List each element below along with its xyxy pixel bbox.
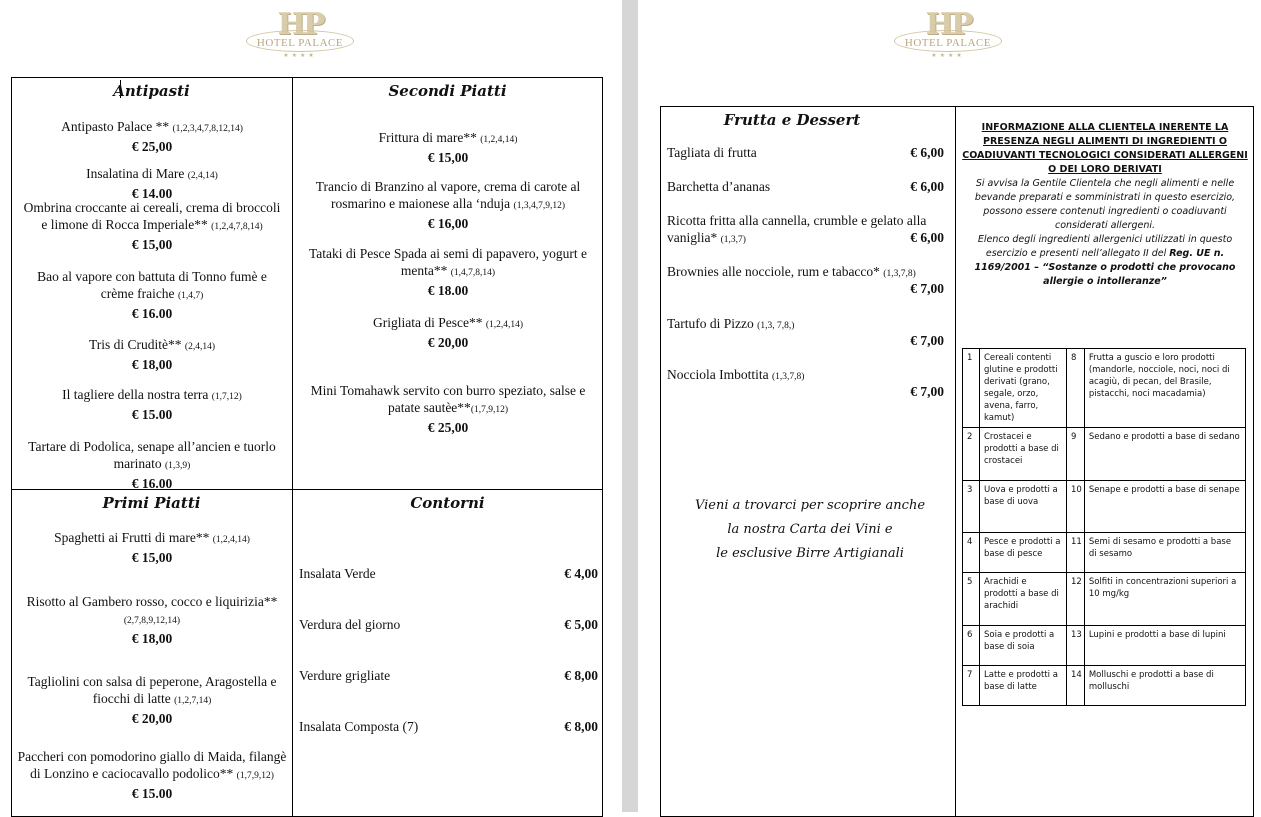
dessert-item bbox=[667, 263, 944, 296]
dish-allergens: (1,3, 7,8,) bbox=[757, 321, 795, 331]
dessert-title: Frutta e Dessert bbox=[723, 111, 861, 129]
dish-allergens: (1,7,12) bbox=[211, 392, 242, 402]
logo-monogram: HP bbox=[277, 7, 323, 42]
allergen-text: Uova e prodotti a base di uova bbox=[980, 481, 1067, 533]
contorni-item bbox=[299, 565, 598, 582]
allergen-number: 2 bbox=[963, 428, 980, 481]
allergen-number: 8 bbox=[1067, 349, 1085, 428]
dish-allergens: (1,3,9) bbox=[165, 461, 191, 471]
dish-name: Tagliata di frutta bbox=[667, 145, 757, 160]
dish-price: € 15,00 bbox=[131, 550, 173, 565]
dish-allergens: (1,3,7,8) bbox=[771, 372, 805, 382]
logo-monogram-2: HP bbox=[925, 7, 971, 42]
allergen-text: Soia e prodotti a base di soia bbox=[980, 626, 1067, 666]
dish-name: Tataki di Pesce Spada ai semi di papavero, yogurt e menta** bbox=[309, 246, 587, 278]
dish-allergens: (1,2,4,14) bbox=[480, 135, 518, 145]
allergen-number: 6 bbox=[963, 626, 980, 666]
contorni-title: Contorni bbox=[410, 494, 485, 512]
antipasti-item bbox=[20, 336, 284, 373]
allergen-text: Pesce e prodotti a base di pesce bbox=[980, 533, 1067, 573]
allergen-text: Solfiti in concentrazioni superiori a 10 mg/kg bbox=[1084, 573, 1245, 626]
dish-name: Insalata Verde bbox=[299, 566, 376, 581]
dish-label bbox=[299, 616, 592, 633]
dish-price: € 15.00 bbox=[131, 407, 173, 422]
allergen-number: 13 bbox=[1067, 626, 1085, 666]
dish-name: Ricotta fritta alla cannella, crumble e gelato alla vaniglia* bbox=[667, 213, 927, 245]
wine-promo bbox=[680, 494, 940, 566]
dish-label bbox=[667, 315, 867, 335]
dish-name: Tagliolini con salsa di peperone, Aragostella e fiocchi di latte bbox=[27, 674, 277, 706]
allergen-text: Semi di sesamo e prodotti a base di sesamo bbox=[1084, 533, 1245, 573]
dish-name: Tartufo di Pizzo bbox=[667, 316, 758, 331]
allergen-number: 7 bbox=[963, 666, 980, 706]
allergen-row bbox=[963, 626, 1246, 666]
allergen-text: Arachidi e prodotti a base di arachidi bbox=[980, 573, 1067, 626]
dish-allergens: (1,4,7,8,14) bbox=[450, 268, 496, 278]
dish-price: € 16.00 bbox=[131, 306, 173, 321]
hotel-logo bbox=[246, 7, 354, 64]
allergen-text: Molluschi e prodotti a base di molluschi bbox=[1084, 666, 1245, 706]
dish-allergens: (1,3,7) bbox=[720, 235, 746, 245]
dish-allergens: (1,3,7,8) bbox=[883, 269, 916, 279]
antipasti-item bbox=[20, 438, 284, 492]
primi-title: Primi Piatti bbox=[102, 494, 201, 512]
primi-item bbox=[16, 673, 288, 727]
dish-label bbox=[667, 263, 944, 283]
allergen-table bbox=[962, 348, 1246, 706]
secondi-item bbox=[298, 178, 598, 232]
dish-price: € 6,00 bbox=[910, 145, 944, 160]
dish-allergens: (1,4,7) bbox=[177, 291, 204, 301]
dish-allergens: (1,7,9,12) bbox=[470, 405, 509, 415]
secondi-title: Secondi Piatti bbox=[388, 82, 507, 100]
dish-name: Brownies alle nocciole, rum e tabacco* bbox=[667, 264, 884, 279]
dish-allergens: (2,4,14) bbox=[184, 342, 215, 352]
info-regulation: Reg. UE n. 1169/2001 – “Sostanze o prodotti che provocano allergie o intolleranze” bbox=[974, 248, 1236, 287]
primi-item bbox=[16, 529, 288, 566]
dish-name: Bao al vapore con battuta di Tonno fumè e crème fraiche bbox=[37, 269, 267, 301]
allergen-text: Crostacei e prodotti a base di crostacei bbox=[980, 428, 1067, 481]
allergen-row bbox=[963, 533, 1246, 573]
dish-allergens: (1,2,4,14) bbox=[212, 535, 250, 545]
dish-price: € 25,00 bbox=[131, 139, 173, 154]
dish-price: € 18,00 bbox=[131, 357, 173, 372]
allergen-row bbox=[963, 573, 1246, 626]
dish-price: € 7,00 bbox=[910, 281, 944, 296]
dish-name: Tris di Cruditè** bbox=[89, 337, 185, 352]
dish-name: Paccheri con pomodorino giallo di Maida, filangè di Lonzino e caciocavallo podolico** bbox=[17, 749, 287, 781]
antipasti-item bbox=[20, 165, 284, 202]
dish-allergens: (2,4,14) bbox=[187, 171, 218, 181]
dish-allergens: (1,7,9,12) bbox=[236, 771, 274, 781]
allergen-number: 1 bbox=[963, 349, 980, 428]
dish-price: € 16,00 bbox=[427, 216, 469, 231]
contorni-item bbox=[299, 718, 598, 735]
dish-name: Risotto al Gambero rosso, cocco e liquirizia** bbox=[26, 594, 278, 609]
dish-price: € 15,00 bbox=[427, 150, 469, 165]
dish-price: € 15,00 bbox=[131, 237, 173, 252]
logo-name: HOTEL PALACE bbox=[256, 37, 344, 49]
dessert-item bbox=[667, 144, 944, 164]
dish-name: Mini Tomahawk servito con burro speziato, salse e patate sautèe** bbox=[310, 383, 586, 415]
antipasti-item bbox=[20, 199, 284, 253]
hotel-logo-2 bbox=[894, 7, 1002, 64]
dish-name: Tartare di Podolica, senape all’ancien e tuorlo marinato bbox=[28, 439, 276, 471]
dish-price: € 16.00 bbox=[131, 476, 173, 491]
dish-label bbox=[299, 667, 592, 684]
dish-allergens: (1,2,4,14) bbox=[485, 320, 524, 330]
info-heading: INFORMAZIONE ALLA CLIENTELA INERENTE LA PRESENZA NEGLI ALIMENTI DI INGREDIENTI O COADIUVANTI TECNOLOGICI CONSIDERATI ALLERGENI O DEI LORO DERIVATI bbox=[962, 122, 1248, 175]
dessert-item bbox=[667, 212, 944, 249]
dish-allergens: (2,7,8,9,12,14) bbox=[123, 616, 181, 626]
dish-allergens: (1,2,7,14) bbox=[174, 696, 212, 706]
info-body-2-text: Elenco degli ingredienti allergenici utilizzati in questo esercizio e presenti nell’allegato II del bbox=[977, 234, 1233, 259]
antipasti-item bbox=[20, 118, 284, 155]
promo-line-1: Vieni a trovarci per scoprire anche bbox=[694, 498, 926, 513]
dish-price: € 7,00 bbox=[910, 384, 944, 399]
allergen-number: 9 bbox=[1067, 428, 1085, 481]
dish-price: € 4,00 bbox=[564, 566, 598, 581]
logo-stars-2: ★★★★ bbox=[931, 52, 965, 59]
allergen-row bbox=[963, 349, 1246, 428]
secondi-item bbox=[298, 382, 598, 436]
allergen-text: Latte e prodotti a base di latte bbox=[980, 666, 1067, 706]
dessert-item bbox=[667, 366, 944, 399]
dessert-item bbox=[667, 315, 944, 348]
dish-price: € 25,00 bbox=[427, 420, 469, 435]
promo-line-3: le esclusive Birre Artigianali bbox=[716, 546, 904, 561]
antipasti-item bbox=[20, 386, 284, 423]
dish-label bbox=[667, 212, 944, 249]
antipasti-title: Antipasti bbox=[113, 82, 190, 100]
contorni-item bbox=[299, 667, 598, 684]
page-gutter bbox=[622, 0, 638, 812]
dish-price: € 15.00 bbox=[131, 786, 173, 801]
dish-price: € 6,00 bbox=[910, 230, 944, 245]
dish-price: € 20,00 bbox=[427, 335, 469, 350]
allergen-row bbox=[963, 481, 1246, 533]
secondi-item bbox=[298, 129, 598, 166]
secondi-item bbox=[298, 245, 598, 299]
dish-label bbox=[667, 366, 867, 386]
dish-price: € 14.00 bbox=[131, 186, 173, 201]
allergen-text: Frutta a guscio e loro prodotti (mandorle, nocciole, noci, noci di acagiù, di pecan, del Brasile, pistacchi, noci macadamia) bbox=[1084, 349, 1245, 428]
allergen-number: 4 bbox=[963, 533, 980, 573]
dish-label bbox=[299, 718, 592, 735]
dish-price: € 8,00 bbox=[564, 719, 598, 734]
dish-name: Il tagliere della nostra terra bbox=[62, 387, 212, 402]
dish-label bbox=[299, 565, 592, 582]
dish-label bbox=[667, 178, 938, 198]
antipasti-item bbox=[20, 268, 284, 322]
dish-allergens: (1,2,4,7,8,14) bbox=[211, 222, 263, 232]
info-body-1: Si avvisa la Gentile Clientela che negli alimenti e nelle bevande preparati e somministrati in questo esercizio, possono essere contenuti ingredienti o coadiuvanti considerati allergeni. bbox=[974, 178, 1236, 231]
allergen-row bbox=[963, 666, 1246, 706]
dish-price: € 7,00 bbox=[910, 333, 944, 348]
dish-allergens: (1,2,3,4,7,8,12,14) bbox=[172, 124, 243, 134]
logo-stars: ★★★★ bbox=[283, 52, 317, 59]
promo-line-2: la nostra Carta dei Vini e bbox=[727, 522, 893, 537]
allergen-text: Sedano e prodotti a base di sedano bbox=[1084, 428, 1245, 481]
dish-price: € 8,00 bbox=[564, 668, 598, 683]
dish-name: Insalata Composta (7) bbox=[299, 719, 419, 734]
dish-name: Insalatina di Mare bbox=[86, 166, 188, 181]
contorni-item bbox=[299, 616, 598, 633]
dish-label bbox=[667, 144, 938, 164]
info-body-2 bbox=[960, 233, 1250, 289]
allergen-number: 12 bbox=[1067, 573, 1085, 626]
allergen-number: 11 bbox=[1067, 533, 1085, 573]
dish-name: Verdura del giorno bbox=[299, 617, 401, 632]
primi-item bbox=[16, 593, 288, 647]
dessert-item bbox=[667, 178, 944, 198]
allergen-number: 5 bbox=[963, 573, 980, 626]
secondi-item bbox=[298, 314, 598, 351]
allergen-text: Senape e prodotti a base di senape bbox=[1084, 481, 1245, 533]
allergen-info bbox=[960, 121, 1250, 289]
allergen-number: 3 bbox=[963, 481, 980, 533]
allergen-text: Cereali contenti glutine e prodotti derivati (grano, segale, orzo, avena, farro, kamut) bbox=[980, 349, 1067, 428]
allergen-row bbox=[963, 428, 1246, 481]
primi-item bbox=[16, 748, 288, 802]
dish-name: Ombrina croccante ai cereali, crema di broccoli e limone di Rocca Imperiale** bbox=[23, 200, 281, 232]
dish-price: € 18.00 bbox=[427, 283, 469, 298]
logo-name-2: HOTEL PALACE bbox=[904, 37, 992, 49]
dish-price: € 18,00 bbox=[131, 631, 173, 646]
dish-price: € 5,00 bbox=[564, 617, 598, 632]
dish-name: Barchetta d’ananas bbox=[667, 179, 771, 194]
dish-price: € 20,00 bbox=[131, 711, 173, 726]
dish-name: Spaghetti ai Frutti di mare** bbox=[54, 530, 213, 545]
dish-name: Grigliata di Pesce** bbox=[372, 315, 486, 330]
allergen-number: 10 bbox=[1067, 481, 1085, 533]
dish-name: Frittura di mare** bbox=[378, 130, 481, 145]
dish-name: Nocciola Imbottita bbox=[667, 367, 772, 382]
dish-price: € 6,00 bbox=[910, 179, 944, 194]
dish-name: Verdure grigliate bbox=[299, 668, 391, 683]
column-divider bbox=[292, 77, 293, 817]
dish-name: Antipasto Palace ** bbox=[61, 119, 173, 134]
allergen-text: Lupini e prodotti a base di lupini bbox=[1084, 626, 1245, 666]
dish-name: Trancio di Branzino al vapore, crema di carote al rosmarino e maionese alla ‘nduja bbox=[315, 179, 581, 211]
column-divider-2 bbox=[955, 106, 956, 817]
allergen-number: 14 bbox=[1067, 666, 1085, 706]
dish-allergens: (1,3,4,7,9,12) bbox=[513, 201, 565, 211]
